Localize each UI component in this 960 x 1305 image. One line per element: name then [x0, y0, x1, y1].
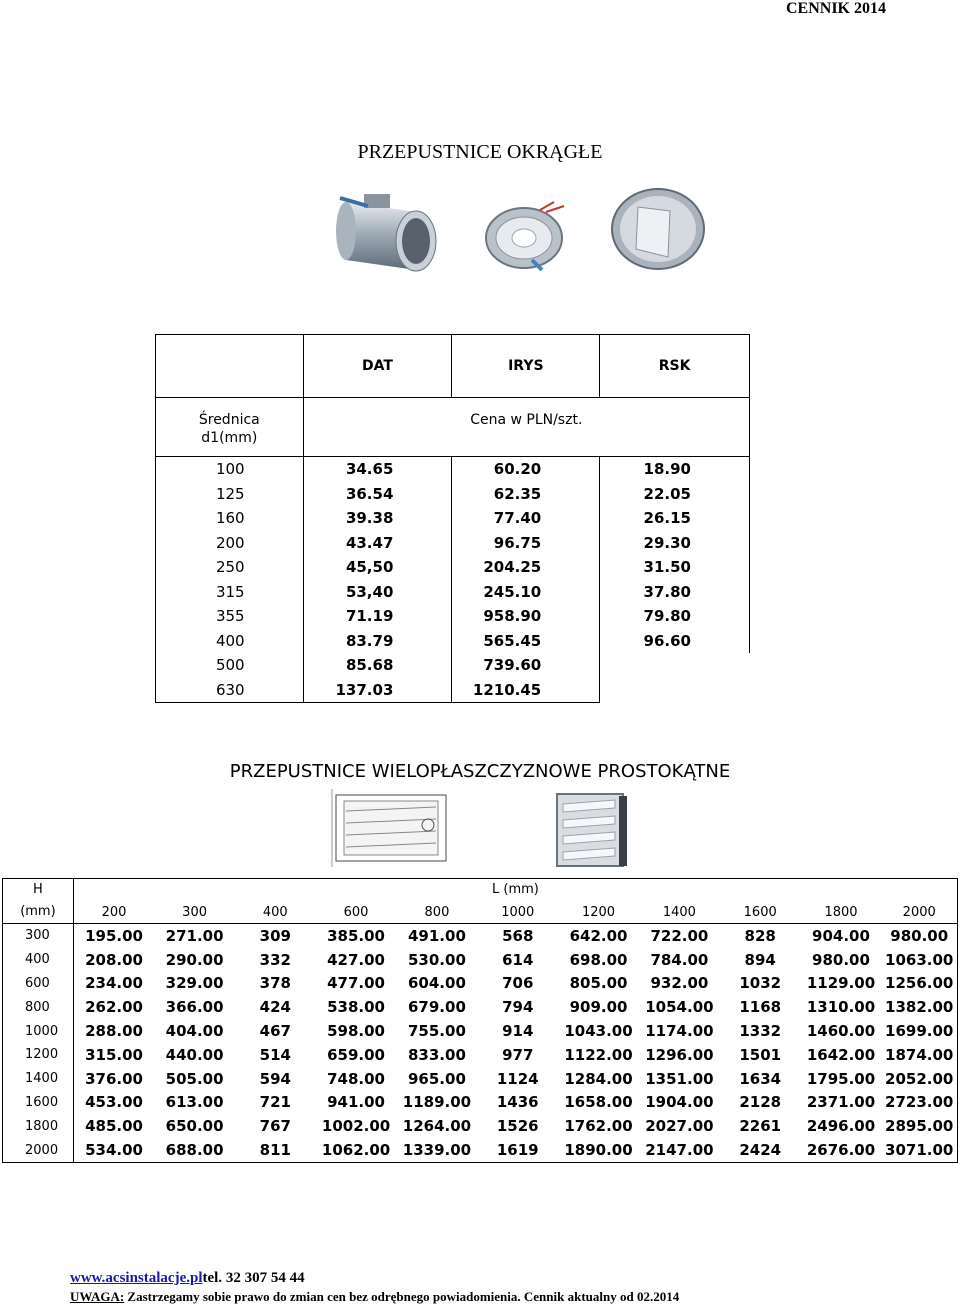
dat-damper-photo: [334, 184, 440, 276]
price-cell: 604.00: [408, 974, 466, 993]
price-cell: 453.00: [85, 1093, 143, 1112]
column-header-dat: DAT: [303, 335, 452, 398]
price-cell: 262.00: [85, 998, 143, 1017]
l-mm-label: L (mm): [73, 879, 957, 902]
price-cell: 1351.00: [645, 1069, 714, 1088]
price-cell: 965.00: [408, 1069, 466, 1088]
price-cell: 404.00: [165, 1022, 224, 1041]
price-cell: 755.00: [408, 1022, 466, 1041]
table-row: [3, 1067, 958, 1091]
price-cell: 650.00: [165, 1117, 224, 1136]
l-value: 1400: [639, 901, 720, 924]
price-cell: 467: [259, 1022, 291, 1041]
round-dampers-title: PRZEPUSTNICE OKRĄGŁE: [357, 141, 603, 163]
price-cell: 1256.00: [881, 972, 957, 996]
h-value: 1200: [3, 1043, 74, 1067]
price-cell: 2052.00: [881, 1067, 957, 1091]
price-cell: 2723.00: [881, 1091, 957, 1115]
price-cell: 1762.00: [564, 1117, 633, 1136]
price-cell: 894: [744, 950, 776, 969]
price-cell: 833.00: [408, 1045, 466, 1064]
l-value: 200: [73, 901, 154, 924]
price-cell: 1658.00: [564, 1093, 633, 1112]
price-cell: 811: [235, 1138, 316, 1162]
corner-cell: [156, 335, 304, 398]
phone-number: tel. 32 307 54 44: [202, 1270, 305, 1286]
h-value: 800: [3, 995, 74, 1019]
price-cell: 688.00: [154, 1138, 235, 1162]
price-cell: 315.00: [85, 1045, 143, 1064]
l-value: 1800: [801, 901, 882, 924]
price-cell: 1296.00: [645, 1045, 714, 1064]
price-unit-label: Cena w PLN/szt.: [303, 398, 749, 457]
l-value: 2000: [881, 901, 957, 924]
price-cell: 2147.00: [639, 1138, 720, 1162]
price-cell: 1043.00: [564, 1022, 633, 1041]
price-cell: 514: [259, 1045, 291, 1064]
price-cell: 659.00: [327, 1045, 385, 1064]
price-cell: 805.00: [569, 974, 628, 993]
footer-notice: [70, 1289, 679, 1305]
diameter-label: Średnica d1(mm): [156, 398, 304, 457]
price-cell: 1189.00: [402, 1093, 472, 1112]
h-value: 1800: [3, 1114, 74, 1138]
footer-contact: [70, 1270, 305, 1287]
price-cell: 1526: [496, 1117, 539, 1136]
table-row: [3, 972, 958, 996]
table-row: [3, 1043, 958, 1067]
price-cell: 721: [259, 1093, 291, 1112]
table-row: 160 39.38 77.40 26.15: [156, 506, 750, 531]
price-cell: 1264.00: [402, 1117, 472, 1136]
price-cell: 530.00: [408, 950, 466, 969]
price-cell: 1054.00: [645, 998, 714, 1017]
table-row: [3, 1138, 958, 1162]
rsk-damper-photo: [608, 185, 710, 273]
price-cell: 2424: [720, 1138, 801, 1162]
price-cell: 3071.00: [881, 1138, 957, 1162]
table-row: [3, 995, 958, 1019]
table-row: 630 137.03 1210.45: [156, 678, 750, 703]
price-cell: 288.00: [85, 1022, 143, 1041]
price-cell: 1310.00: [806, 998, 876, 1017]
l-value: 400: [235, 901, 316, 924]
column-header-irys: IRYS: [452, 335, 600, 398]
price-cell: 932.00: [650, 974, 709, 993]
price-cell: 698.00: [569, 950, 628, 969]
price-cell: 613.00: [165, 1093, 224, 1112]
rect-dampers-table: [2, 878, 958, 1163]
price-cell: 1332: [739, 1022, 782, 1041]
table-row: [3, 1114, 958, 1138]
price-cell: 594: [259, 1069, 291, 1088]
price-cell: 427.00: [327, 950, 385, 969]
price-cell: 1642.00: [806, 1045, 876, 1064]
table-row: [3, 924, 958, 948]
price-cell: 534.00: [73, 1138, 154, 1162]
l-value: 600: [316, 901, 397, 924]
h-value: 300: [3, 924, 74, 948]
multileaf-damper-photo: [553, 790, 631, 870]
table-row: 400 83.79 565.45 96.60: [156, 629, 750, 654]
price-cell: 568: [502, 926, 534, 945]
price-cell: 914: [502, 1022, 534, 1041]
price-cell: 1619: [477, 1138, 558, 1162]
price-cell: 1904.00: [645, 1093, 714, 1112]
price-cell: 1129.00: [806, 974, 876, 993]
price-cell: 195.00: [85, 926, 143, 945]
price-cell: 794: [502, 998, 534, 1017]
price-cell: 1063.00: [881, 948, 957, 972]
h-mm-label: H (mm): [3, 879, 74, 924]
table-row: 250 45,50 204.25 31.50: [156, 555, 750, 580]
price-cell: 977: [502, 1045, 534, 1064]
price-cell: 424: [259, 998, 291, 1017]
price-cell: 1168: [739, 998, 782, 1017]
price-cell: 2496.00: [806, 1117, 876, 1136]
l-value: 800: [397, 901, 478, 924]
price-cell: 1122.00: [564, 1045, 633, 1064]
price-cell: 1062.00: [316, 1138, 397, 1162]
price-cell: 376.00: [85, 1069, 143, 1088]
price-cell: 2027.00: [645, 1117, 714, 1136]
price-cell: 366.00: [165, 998, 224, 1017]
price-cell: 1436: [496, 1093, 539, 1112]
website-link[interactable]: www.acsinstalacje.pl: [70, 1270, 203, 1286]
price-cell: 234.00: [85, 974, 143, 993]
price-cell: 1032: [739, 974, 782, 993]
price-cell: 1501: [739, 1045, 782, 1064]
price-cell: 722.00: [650, 926, 709, 945]
price-cell: 2676.00: [801, 1138, 882, 1162]
price-cell: 1339.00: [397, 1138, 478, 1162]
h-value: 1000: [3, 1019, 74, 1043]
price-cell: 980.00: [812, 950, 870, 969]
price-cell: 784.00: [650, 950, 709, 969]
h-value: 1600: [3, 1091, 74, 1115]
price-cell: 477.00: [327, 974, 385, 993]
price-cell: 1284.00: [564, 1069, 633, 1088]
price-cell: 332: [259, 950, 291, 969]
table-row: 500 85.68 739.60: [156, 653, 750, 678]
price-cell: 2895.00: [881, 1114, 957, 1138]
price-cell: 491.00: [408, 926, 466, 945]
irys-damper-photo: [480, 196, 576, 274]
price-cell: 2371.00: [806, 1093, 876, 1112]
l-value: 1000: [477, 901, 558, 924]
price-cell: 271.00: [165, 926, 224, 945]
price-cell: 1124: [496, 1069, 539, 1088]
h-value: 600: [3, 972, 74, 996]
price-cell: 706: [502, 974, 534, 993]
price-cell: 385.00: [327, 926, 385, 945]
l-value: 1200: [558, 901, 639, 924]
l-value: 1600: [720, 901, 801, 924]
price-cell: 679.00: [408, 998, 466, 1017]
document-header-title: CENNIK 2014: [785, 0, 886, 17]
price-cell: 378: [259, 974, 291, 993]
table-row: [3, 1019, 958, 1043]
price-cell: 1634: [739, 1069, 782, 1088]
price-cell: 941.00: [327, 1093, 385, 1112]
price-cell: 440.00: [165, 1045, 224, 1064]
table-row: 200 43.47 96.75 29.30: [156, 531, 750, 556]
l-value: 300: [154, 901, 235, 924]
table-row: 315 53,40 245.10 37.80: [156, 580, 750, 605]
price-cell: 1874.00: [881, 1043, 957, 1067]
table-row: 100 34.65 60.20 18.90: [156, 457, 750, 482]
price-cell: 485.00: [85, 1117, 143, 1136]
table-row: 125 36.54 62.35 22.05: [156, 482, 750, 507]
h-value: 1400: [3, 1067, 74, 1091]
price-cell: 309: [259, 926, 291, 945]
notice-text: Zastrzegamy sobie prawo do zmian cen bez odrębnego powiadomienia. Cennik aktualny od 02.2014: [124, 1289, 680, 1304]
price-cell: 980.00: [881, 924, 957, 948]
h-value: 400: [3, 948, 74, 972]
price-cell: 290.00: [165, 950, 224, 969]
rect-dampers-title: PRZEPUSTNICE WIELOPŁASZCZYZNOWE PROSTOKĄTNE: [229, 761, 731, 782]
price-cell: 767: [259, 1117, 291, 1136]
table-row: 355 71.19 958.90 79.80: [156, 604, 750, 629]
price-cell: 505.00: [165, 1069, 224, 1088]
table-row: [3, 1091, 958, 1115]
price-cell: 1699.00: [881, 1019, 957, 1043]
price-cell: 748.00: [327, 1069, 385, 1088]
price-cell: 2261: [739, 1117, 782, 1136]
price-cell: 1002.00: [321, 1117, 391, 1136]
price-cell: 614: [502, 950, 534, 969]
price-cell: 1890.00: [558, 1138, 639, 1162]
column-header-rsk: RSK: [600, 335, 750, 398]
h-value: 2000: [3, 1138, 74, 1162]
price-cell: 1174.00: [645, 1022, 714, 1041]
price-cell: 2128: [739, 1093, 782, 1112]
price-cell: 1460.00: [806, 1022, 876, 1041]
round-dampers-table: [155, 334, 750, 703]
notice-label: UWAGA:: [70, 1289, 125, 1304]
multileaf-damper-drawing: [330, 787, 454, 871]
price-cell: 538.00: [327, 998, 385, 1017]
price-cell: 208.00: [85, 950, 143, 969]
price-cell: 904.00: [812, 926, 870, 945]
price-cell: 828: [744, 926, 776, 945]
table-row: [3, 948, 958, 972]
price-cell: 598.00: [327, 1022, 385, 1041]
price-cell: 329.00: [165, 974, 224, 993]
price-cell: 642.00: [569, 926, 628, 945]
price-cell: 1795.00: [806, 1069, 876, 1088]
price-cell: 909.00: [569, 998, 628, 1017]
price-cell: 1382.00: [881, 995, 957, 1019]
